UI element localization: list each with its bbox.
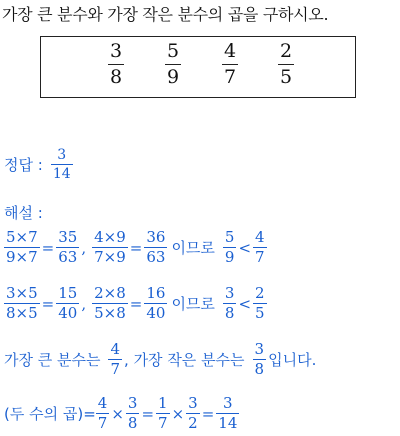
numerator: 3 [223, 394, 233, 412]
numerator: 3 [254, 340, 265, 358]
explanation-line-4 [4, 396, 239, 431]
sentence-part: , 가장 작은 분수는 [124, 351, 245, 369]
box-fraction-2 [165, 42, 181, 87]
numerator: 16 [146, 284, 166, 302]
numerator: 3 [127, 394, 138, 412]
denominator: 63 [146, 248, 166, 266]
fraction [126, 396, 140, 431]
denominator: 9 [224, 248, 235, 266]
fraction [223, 286, 237, 321]
denominator: 7×9 [94, 248, 126, 266]
equals-sign: = [129, 238, 143, 257]
answer-label: 정답 : [4, 156, 43, 174]
fraction [96, 396, 110, 431]
fraction [4, 230, 40, 265]
fraction [92, 286, 128, 321]
fraction [4, 286, 40, 321]
fraction [108, 342, 122, 377]
box-fraction-3 [222, 42, 238, 87]
fraction [56, 230, 79, 265]
denominator: 7 [224, 66, 237, 88]
fraction [56, 286, 79, 321]
denominator: 7 [255, 248, 265, 266]
times-sign: × [111, 404, 124, 423]
numerator: 1 [158, 394, 168, 412]
denominator: 63 [58, 248, 78, 266]
denominator: 14 [52, 166, 71, 182]
numerator: 36 [146, 228, 166, 246]
numerator: 4 [97, 394, 108, 412]
sentence-part: 입니다. [268, 351, 317, 369]
equals-sign: = [201, 404, 215, 423]
fraction [253, 286, 267, 321]
numerator: 4 [110, 340, 121, 358]
fraction [223, 230, 237, 265]
numerator: 3 [224, 284, 235, 302]
denominator: 7 [97, 414, 108, 432]
explanation-line-1 [4, 230, 267, 265]
denominator: 9×7 [6, 248, 38, 266]
numerator: 4×9 [94, 228, 126, 246]
denominator: 14 [218, 414, 238, 432]
numerator: 5 [224, 228, 235, 246]
denominator: 5 [280, 66, 293, 88]
fraction [92, 230, 128, 265]
explanation-label: 해설 : [4, 204, 43, 222]
box-fraction-4 [278, 42, 294, 87]
denominator: 5×8 [94, 304, 126, 322]
comma: , [81, 238, 87, 257]
denominator: 8×5 [6, 304, 38, 322]
numerator: 2 [255, 284, 265, 302]
numerator: 4 [224, 40, 237, 62]
sentence-part: 가장 큰 분수는 [4, 351, 101, 369]
answer-fraction [51, 148, 73, 181]
fraction [144, 286, 167, 321]
fraction [144, 230, 167, 265]
fraction [253, 342, 267, 377]
equals-sign: = [129, 294, 143, 313]
explanation-line-3 [4, 342, 316, 377]
denominator: 8 [224, 304, 235, 322]
denominator: 5 [255, 304, 265, 322]
numerator: 2 [280, 40, 293, 62]
denominator: 2 [188, 414, 198, 432]
numerator: 4 [255, 228, 265, 246]
numerator: 5×7 [6, 228, 38, 246]
question-text: 가장 큰 분수와 가장 작은 분수의 곱을 구하시오. [2, 5, 329, 24]
equals-sign: = [41, 294, 55, 313]
fraction [186, 396, 200, 431]
connector-text: 이므로 [171, 295, 215, 313]
denominator: 9 [167, 66, 180, 88]
denominator: 8 [110, 66, 123, 88]
denominator: 7 [158, 414, 168, 432]
numerator: 3 [188, 394, 198, 412]
less-than-sign: < [238, 294, 252, 313]
product-label: (두 수의 곱)= [4, 405, 96, 423]
denominator: 7 [110, 360, 121, 378]
fraction [156, 396, 170, 431]
numerator: 3×5 [6, 284, 38, 302]
numerator: 3 [57, 147, 67, 163]
answer-row [4, 148, 73, 181]
numerator: 15 [58, 284, 78, 302]
denominator: 8 [127, 414, 138, 432]
less-than-sign: < [238, 238, 252, 257]
comma: , [81, 294, 87, 313]
equals-sign: = [141, 404, 155, 423]
denominator: 8 [254, 360, 265, 378]
numerator: 5 [167, 40, 180, 62]
numerator: 3 [110, 40, 123, 62]
times-sign: × [171, 404, 185, 423]
box-fraction-1 [108, 42, 124, 87]
box-fraction-list [0, 42, 400, 92]
denominator: 40 [58, 304, 78, 322]
connector-text: 이므로 [171, 239, 215, 257]
numerator: 2×8 [94, 284, 126, 302]
numerator: 35 [58, 228, 78, 246]
equals-sign: = [41, 238, 55, 257]
denominator: 40 [146, 304, 166, 322]
fraction [253, 230, 267, 265]
explanation-line-2 [4, 286, 267, 321]
fraction [216, 396, 239, 431]
